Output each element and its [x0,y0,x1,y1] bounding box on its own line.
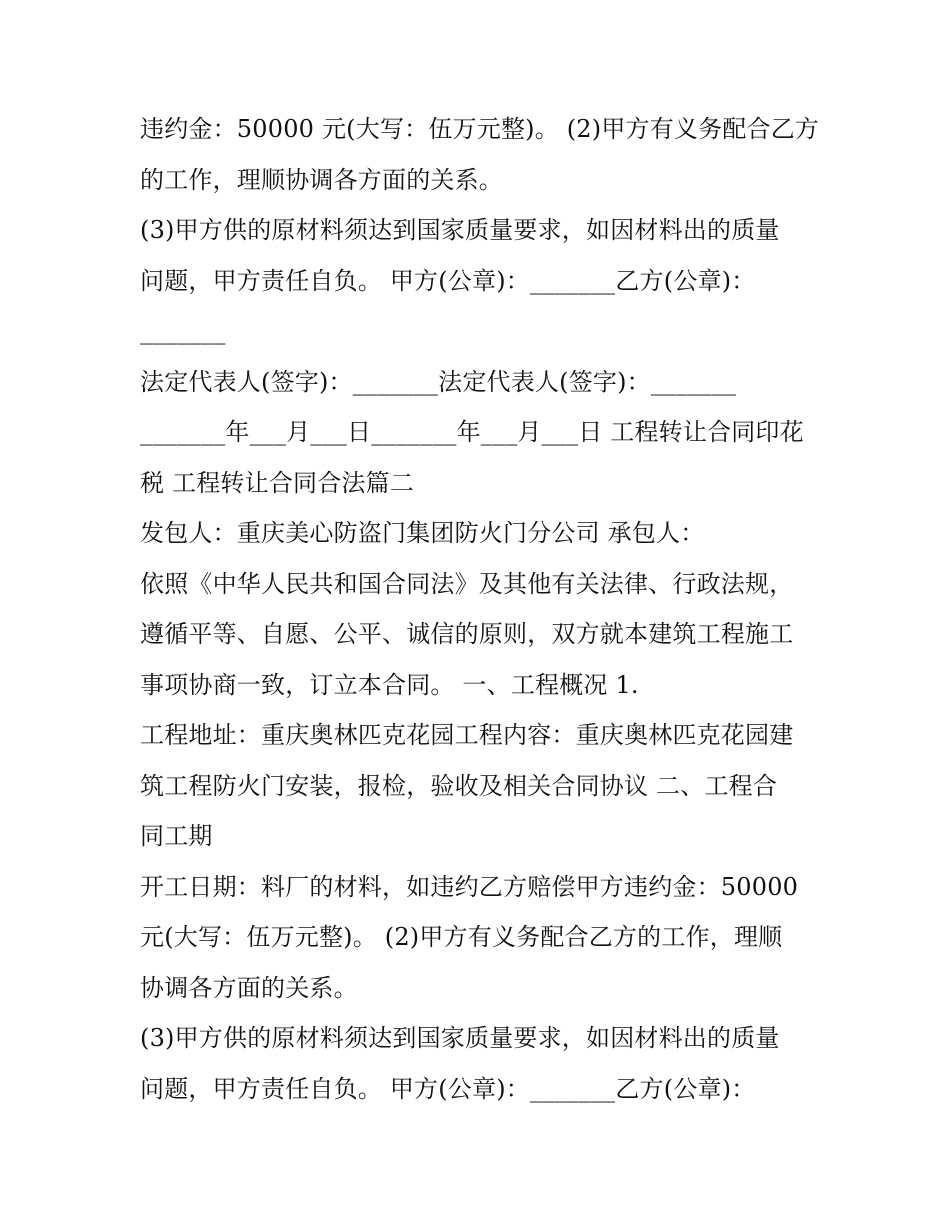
text-line: (3)甲方供的原材料须达到国家质量要求，如因材料出的质量 [140,1024,780,1052]
text-line: 依照《中华人民共和国合同法》及其他有关法律、行政法规， [140,569,794,598]
text-line: 遵循平等、自愿、公平、诚信的原则，双方就本建筑工程施工 [140,620,794,648]
text-line: 问题，甲方责任自负。 甲方(公章)：_______乙方(公章)： [140,1074,756,1103]
text-line: _______ [140,317,226,345]
text-line: 问题，甲方责任自负。 甲方(公章)：_______乙方(公章)： [140,266,756,295]
text-line: 开工日期：料厂的材料，如违约乙方赔偿甲方违约金：50000 [140,872,799,901]
text-line: 法定代表人(签字)：_______法定代表人(签字)：_______ [140,367,737,396]
text-line: (3)甲方供的原材料须达到国家质量要求，如因材料出的质量 [140,216,780,244]
text-line: 协调各方面的关系。 [140,973,358,1002]
text-line: 发包人：重庆美心防盗门集团防火门分公司 承包人： [140,519,705,547]
document-body [140,104,820,1114]
text-line: 税 工程转让合同合法篇二 [140,468,415,497]
text-line: 筑工程防火门安装，报检，验收及相关合同协议 二、工程合 [140,771,778,800]
text-line: 违约金：50000 元(大写：伍万元整)。 (2)甲方有义务配合乙方 [140,115,820,143]
text-line: 元(大写：伍万元整)。 (2)甲方有义务配合乙方的工作，理顺 [140,923,783,951]
text-line: _______年___月___日_______年___月___日 工程转让合同印花 [140,418,804,446]
text-line: 同工期 [140,822,213,850]
text-line: 的工作，理顺协调各方面的关系。 [140,165,503,194]
text-line: 工程地址：重庆奥林匹克花园工程内容：重庆奥林匹克花园建 [140,721,794,749]
text-line: 事项协商一致，订立本合同。 一、工程概况 1. [140,670,639,699]
